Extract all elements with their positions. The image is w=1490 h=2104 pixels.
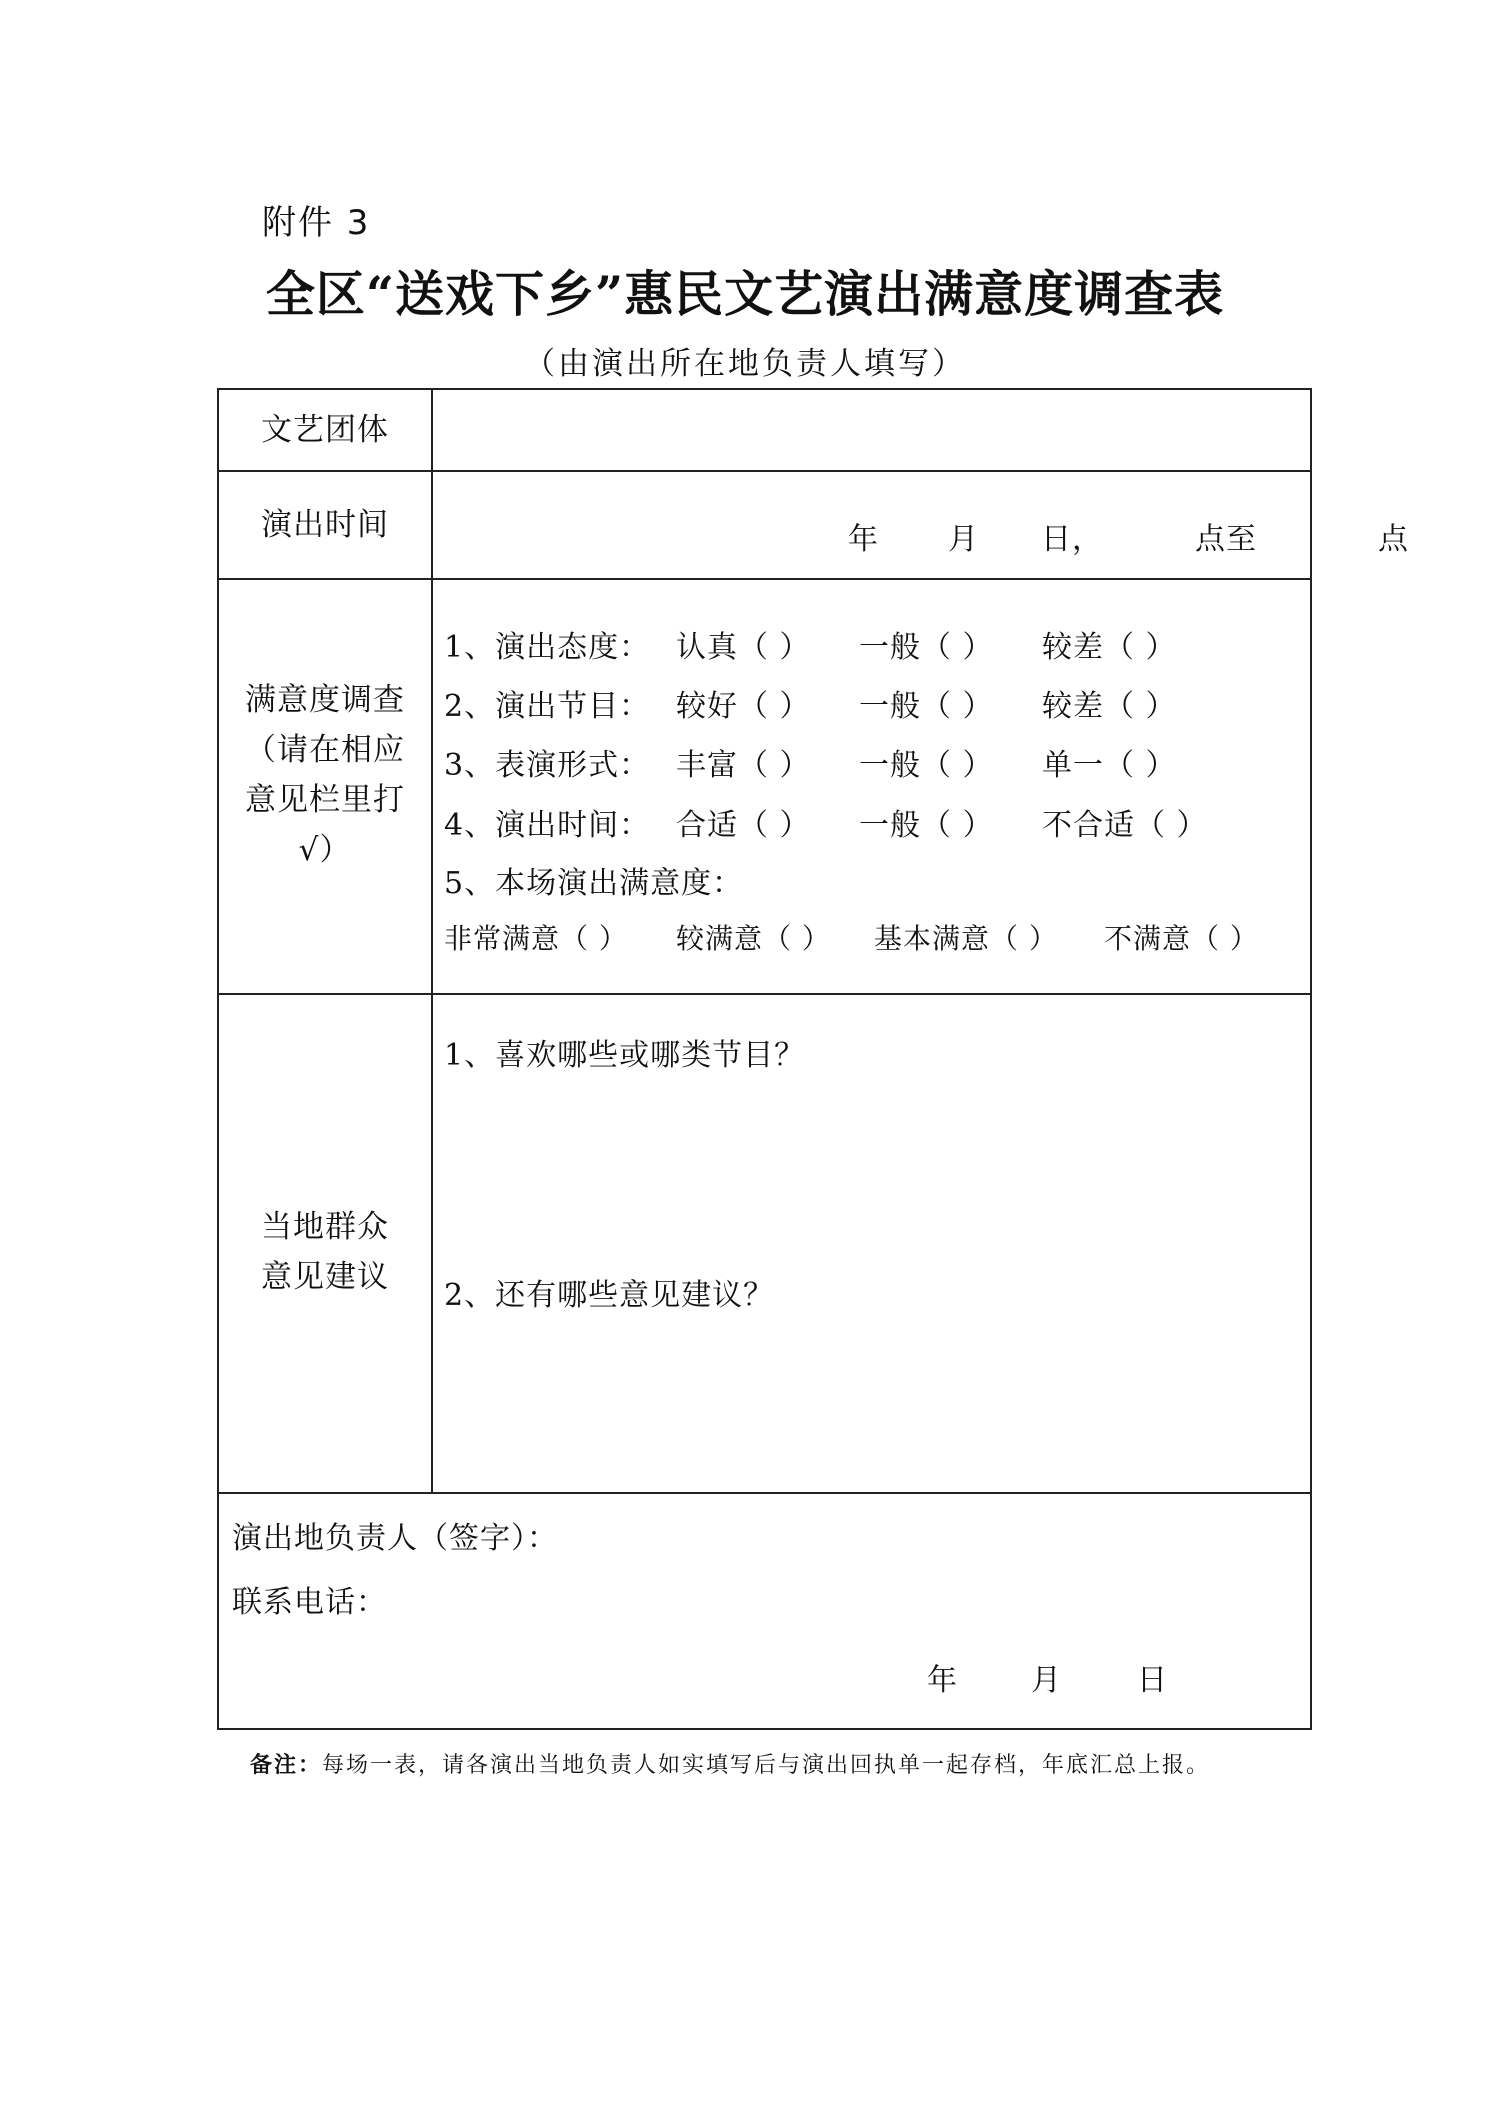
- footnote: [250, 1748, 1210, 1779]
- survey-item-program: [444, 681, 1304, 724]
- option-poor[interactable]: 较差（ ）: [1042, 630, 1177, 665]
- row-divider: [219, 993, 1310, 995]
- group-input-cell[interactable]: [433, 390, 1310, 470]
- opinion-answer-1[interactable]: [444, 1080, 1304, 1250]
- signer-label: 演出地负责人（签字）：: [232, 1521, 558, 1556]
- opinion-label-line: 意见建议: [261, 1259, 389, 1295]
- option-average[interactable]: 一般（ ）: [859, 748, 994, 783]
- option-unsatisfied[interactable]: 不满意（ ）: [1104, 922, 1259, 955]
- opinion-question-2: 2、还有哪些意见建议？: [444, 1278, 775, 1313]
- phone-label: 联系电话：: [232, 1585, 387, 1620]
- sign-day: 日: [1137, 1663, 1168, 1698]
- survey-label-line: 满意度调查: [245, 682, 405, 718]
- phone-field[interactable]: [394, 1570, 1294, 1620]
- time-month: 月: [948, 522, 979, 557]
- survey-question-5: 5、本场演出满意度：: [444, 866, 744, 901]
- footnote-label: 备注：: [250, 1753, 323, 1778]
- attachment-label: 附件 3: [262, 203, 371, 243]
- sign-year: 年: [927, 1663, 958, 1698]
- option-average[interactable]: 一般（ ）: [859, 689, 994, 724]
- survey-item-form: [444, 740, 1304, 783]
- survey-label: [219, 675, 431, 875]
- survey-form-table: [217, 388, 1409, 1730]
- satisfaction-options: [444, 917, 1304, 957]
- option-unsuitable[interactable]: 不合适（ ）: [1042, 808, 1208, 843]
- option-basically-satisfied[interactable]: 基本满意（ ）: [874, 922, 1058, 955]
- option-rich[interactable]: 丰富（ ）: [676, 748, 811, 783]
- signature-field[interactable]: [604, 1505, 1294, 1555]
- option-suitable[interactable]: 合适（ ）: [676, 808, 811, 843]
- option-poor[interactable]: 较差（ ）: [1042, 689, 1177, 724]
- opinion-answer-2[interactable]: [444, 1320, 1304, 1485]
- time-to: 点: [1378, 522, 1409, 557]
- time-input-cell[interactable]: [433, 472, 1409, 578]
- time-label: 演出时间: [261, 507, 389, 543]
- option-average[interactable]: 一般（ ）: [859, 808, 994, 843]
- time-from: 点至: [1195, 522, 1257, 557]
- page-subtitle: （由演出所在地负责人填写）: [524, 346, 966, 382]
- opinion-label-line: 当地群众: [261, 1209, 389, 1245]
- survey-question: 2、演出节目：: [444, 689, 651, 724]
- option-good[interactable]: 认真（ ）: [676, 630, 811, 665]
- option-very-satisfied[interactable]: 非常满意（ ）: [444, 922, 628, 955]
- opinion-question-1: 1、喜欢哪些或哪类节目？: [444, 1038, 806, 1073]
- survey-question: 4、演出时间：: [444, 808, 651, 843]
- group-label: 文艺团体: [261, 412, 389, 448]
- survey-question: 1、演出态度：: [444, 630, 651, 665]
- survey-item-time: [444, 800, 1304, 843]
- survey-label-line: 意见栏里打: [245, 782, 405, 818]
- row-divider: [219, 578, 1310, 580]
- option-average[interactable]: 一般（ ）: [859, 630, 994, 665]
- option-good[interactable]: 较好（ ）: [676, 689, 811, 724]
- page-title: 全区“送戏下乡”惠民文艺演出满意度调查表: [265, 265, 1225, 323]
- row-divider: [219, 1492, 1310, 1494]
- opinion-label: [219, 1202, 431, 1302]
- time-year: 年: [848, 522, 879, 557]
- option-satisfied[interactable]: 较满意（ ）: [676, 922, 831, 955]
- survey-label-line: √）: [298, 832, 352, 868]
- footnote-text: 每场一表，请各演出当地负责人如实填写后与演出回执单一起存档，年底汇总上报。: [322, 1753, 1211, 1778]
- option-single[interactable]: 单一（ ）: [1042, 748, 1177, 783]
- survey-question: 3、表演形式：: [444, 748, 651, 783]
- survey-label-line: （请在相应: [245, 732, 405, 768]
- time-day: 日，: [1041, 522, 1103, 557]
- sign-month: 月: [1031, 1663, 1062, 1698]
- survey-item-attitude: [444, 622, 1304, 665]
